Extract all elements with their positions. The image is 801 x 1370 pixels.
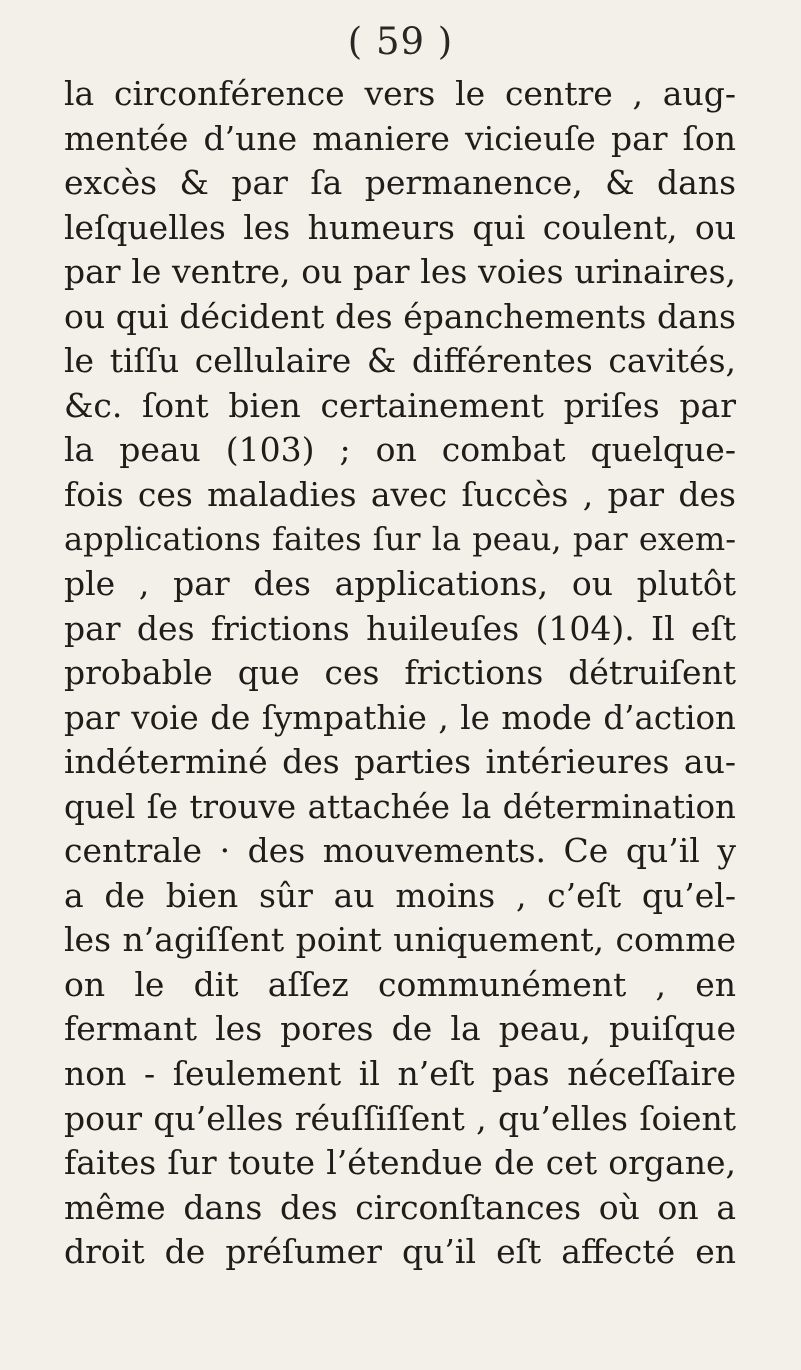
text-line: a de bien sûr au moins , c’eſt qu’el- (64, 875, 736, 915)
text-line: non - ſeulement il n’eſt pas néceſſaire (64, 1054, 736, 1094)
text-line: applications faites ſur la peau, par exem- (64, 520, 736, 559)
text-line: ou qui décident des épanchements dans (64, 296, 736, 336)
text-line: quel ſe trouve attachée la détermination (64, 787, 736, 826)
text-line: pour qu’elles réuſſiſſent , qu’elles ſoient (64, 1098, 736, 1138)
text-line: indéterminé des parties intérieures au- (64, 742, 736, 782)
text-line: &c. ſont bien certainement priſes par (64, 385, 736, 425)
text-line: fois ces maladies avec ſuccès , par des (64, 474, 736, 514)
page-number: ( 59 ) (347, 20, 454, 63)
text-line: par le ventre, ou par les voies urinaires, (64, 252, 736, 292)
text-line: centrale · des mouvements. Ce qu’il y (64, 831, 736, 871)
text-line: faites ſur toute l’étendue de cet organe, (64, 1143, 736, 1183)
body-text (64, 72, 736, 1275)
text-line: droit de préſumer qu’il eſt affecté en (64, 1232, 736, 1272)
text-line: mentée d’une maniere vicieuſe par ſon (64, 118, 736, 158)
text-line: excès & par ſa permanence, & dans (64, 163, 736, 203)
text-line: leſquelles les humeurs qui coulent, ou (64, 207, 736, 247)
text-line: même dans des circonſtances où on a (64, 1187, 736, 1227)
text-line: la circonférence vers le centre , aug- (64, 74, 736, 113)
text-line: le tiſſu cellulaire & différentes cavités, (64, 341, 736, 381)
text-line: par des frictions huileuſes (104). Il eſt (64, 608, 736, 648)
text-line: la peau (103) ; on combat quelque- (64, 430, 736, 470)
text-line: par voie de ſympathie , le mode d’action (64, 698, 736, 737)
text-line: ple , par des applications, ou plutôt (64, 564, 736, 604)
text-line: on le dit aſſez communément , en (64, 964, 736, 1004)
text-line: les n’agiſſent point uniquement, comme (64, 920, 736, 960)
text-line: fermant les pores de la peau, puiſque (64, 1009, 736, 1049)
text-line: probable que ces frictions détruiſent (64, 653, 736, 693)
